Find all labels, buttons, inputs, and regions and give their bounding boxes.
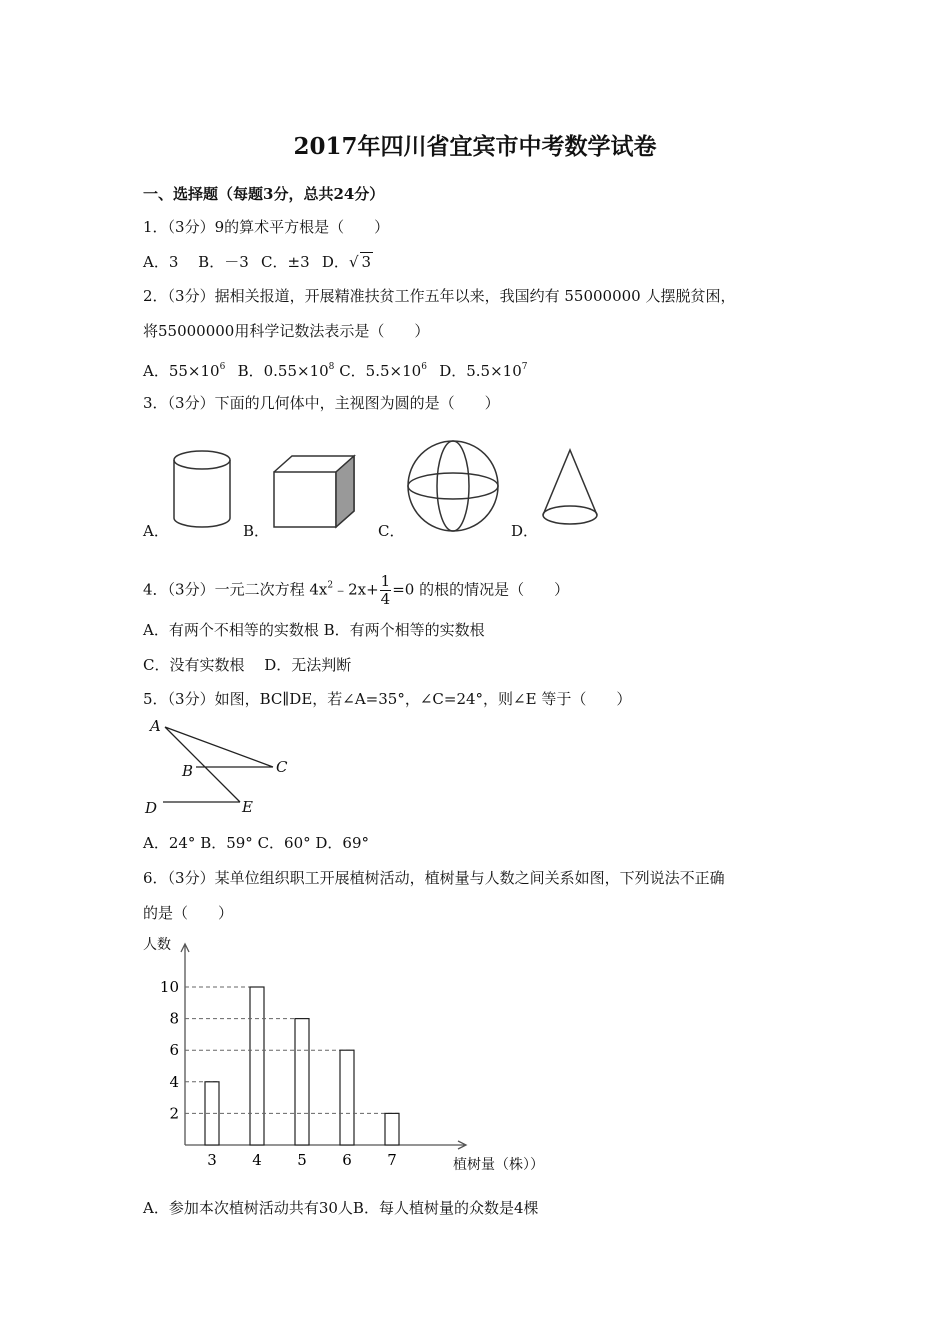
chart-y-label: 人数 [143, 937, 171, 953]
q5-stem: 5．（3分）如图，BC∥DE，若∠A=35°，∠C=24°，则∠E 等于（ ） [143, 690, 632, 708]
q1-option-b: B．－3 [198, 253, 249, 271]
q3-option-d: D． [511, 522, 539, 540]
tree-planting-bar-chart [140, 930, 590, 1180]
q1-option-d: D． [321, 253, 349, 271]
fraction: $\frac{1}{4}$ [380, 572, 391, 608]
q3-stem: 3．（3分）下面的几何体中，主视图为圆的是（ ） [143, 394, 500, 412]
q3-option-a: A． [143, 522, 169, 540]
bar-7 [385, 1113, 399, 1145]
q1-options: A．3 B．－3 C．±3 D．√ 3 [143, 253, 372, 271]
sqrt-radicand: 3 [361, 253, 372, 271]
bar-6 [340, 1050, 354, 1145]
q3-option-c: C． [378, 522, 405, 540]
q2-option-c: C．$5.5\times 10^6$ [339, 362, 427, 380]
q4-options-line2: C．没有实数根 D．无法判断 [143, 656, 352, 674]
q4-stem: 4．（3分）一元二次方程 $4x^2﹣2x+$ $\frac{1}{4}$ =0 的根的情况是（ ） [143, 572, 570, 608]
q2-option-d: D．$5.5\times 10^7$ [439, 362, 528, 380]
page-title: 2017年四川省宜宾市中考数学试卷 [293, 133, 657, 160]
q1-option-c: C．±3 [261, 253, 310, 271]
bar-4 [250, 987, 264, 1145]
point-d: D [145, 799, 158, 817]
point-a: A [150, 717, 161, 735]
q1-option-a: A．3 [143, 253, 179, 271]
q5-options: A．24° B．59° C．60° D．69° [143, 834, 370, 852]
x-tick-label: 5 [297, 1151, 307, 1169]
q6-stem-line1: 6．（3分）某单位组织职工开展植树活动，植树量与人数之间关系如图，下列说法不正确 [143, 869, 725, 887]
x-tick-label: 4 [252, 1151, 262, 1169]
point-b: B [182, 762, 194, 780]
q1-stem: 1．（3分）9的算术平方根是（ ） [143, 218, 390, 236]
point-c: C [276, 758, 288, 776]
chart-x-label: 植树量（株）） [453, 1157, 544, 1173]
section-heading: 一、选择题（每题3分，总共24分） [143, 185, 385, 203]
q2-stem-line1: 2．（3分）据相关报道，开展精准扶贫工作五年以来，我国约有 55000000 人摆脱贫困， [143, 287, 736, 305]
q6-stem-line2: 的是（ ） [143, 904, 234, 922]
x-tick-label: 7 [387, 1151, 397, 1169]
y-tick-label: 4 [169, 1072, 179, 1091]
x-tick-label: 3 [207, 1151, 217, 1169]
y-tick-label: 2 [169, 1104, 179, 1123]
point-e: E [242, 798, 253, 816]
q4-options-line1: A．有两个不相等的实数根 B．有两个相等的实数根 [143, 621, 485, 639]
q3-option-b: B． [243, 522, 270, 540]
q2-option-b: B．$0.55\times 10^8$ [237, 362, 335, 380]
q6-options-line1: A．参加本次植树活动共有30人B．每人植树量的众数是4棵 [143, 1199, 539, 1217]
q2-option-a: A．$55\times 10^6$ [143, 362, 226, 380]
y-tick-label: 10 [159, 978, 179, 996]
y-tick-label: 8 [169, 1009, 179, 1028]
q2-stem-line2: 将55000000用科学记数法表示是（ ） [143, 322, 430, 340]
bar-5 [295, 1019, 309, 1145]
y-tick-label: 6 [169, 1041, 179, 1060]
x-tick-label: 6 [342, 1151, 352, 1169]
